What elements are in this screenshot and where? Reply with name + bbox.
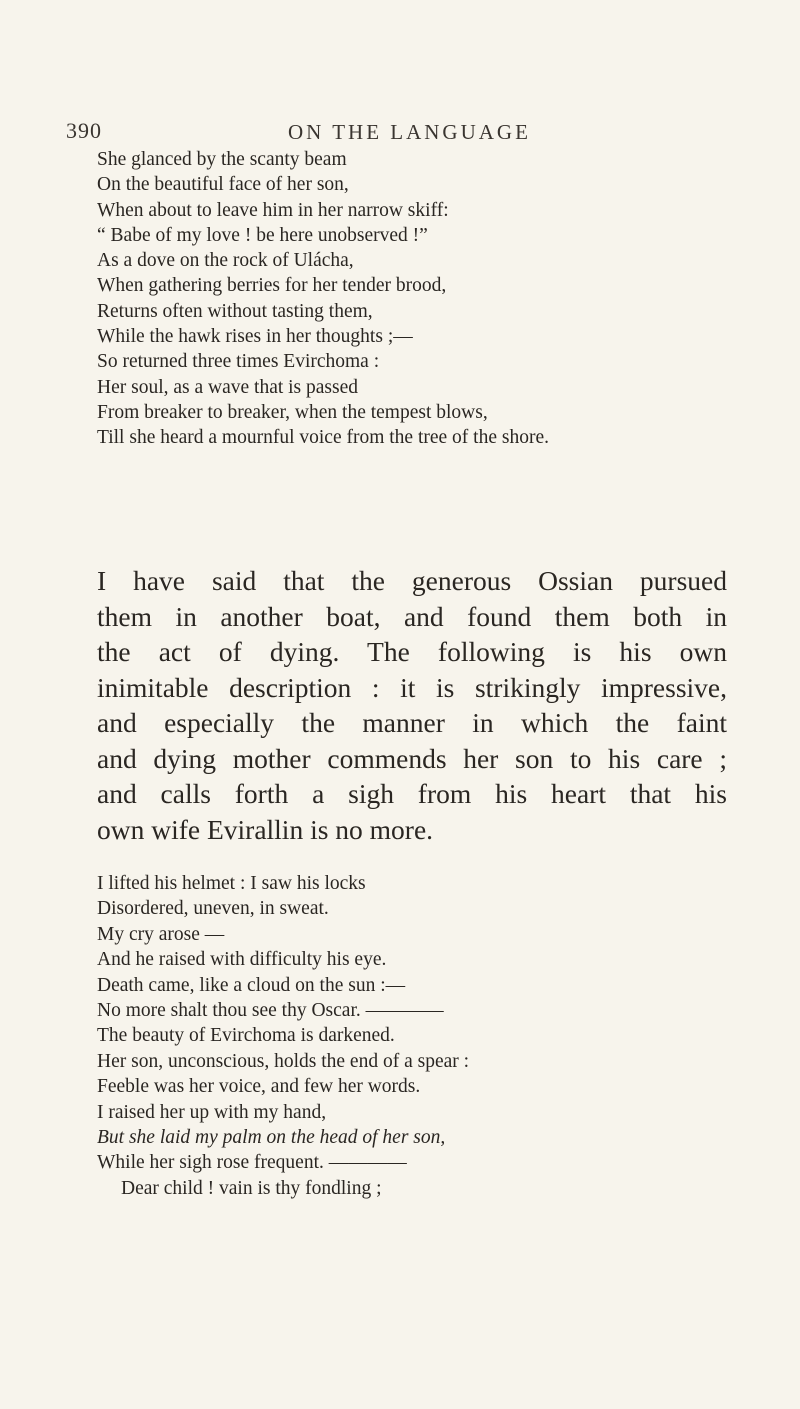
- prose-line: them in another boat, and found them both in: [97, 600, 727, 632]
- verse-line: Till she heard a mournful voice from the tree of the shore.: [97, 427, 549, 449]
- prose-line: I have said that the generous Ossian pursued: [97, 565, 727, 596]
- verse-line: So returned three times Evirchoma :: [97, 351, 380, 373]
- verse-line: Her son, unconscious, holds the end of a spear :: [97, 1050, 470, 1072]
- verse-line: While her sigh rose frequent. ————: [97, 1152, 407, 1174]
- verse-line: Dear child ! vain is thy fondling ;: [121, 1177, 382, 1199]
- verse-line: Feeble was her voice, and few her words.: [97, 1076, 421, 1098]
- prose-line: the act of dying. The following is his own: [97, 636, 727, 667]
- verse-line: From breaker to breaker, when the tempest blows,: [97, 401, 488, 423]
- verse-line: She glanced by the scanty beam: [97, 149, 347, 170]
- verse-line: As a dove on the rock of Ulácha,: [97, 250, 354, 272]
- prose-paragraph: [97, 563, 727, 847]
- verse-line: I raised her up with my hand,: [97, 1101, 327, 1123]
- prose-line: own wife Evirallin is no more.: [97, 813, 434, 845]
- verse-passage-2: [97, 871, 469, 1201]
- verse-line: And he raised with difficulty his eye.: [97, 949, 387, 971]
- verse-line: Disordered, uneven, in sweat.: [97, 898, 329, 920]
- verse-line: No more shalt thou see thy Oscar. ————: [97, 1000, 444, 1022]
- verse-line: While the hawk rises in her thoughts ;—: [97, 326, 413, 348]
- verse-line: On the beautiful face of her son,: [97, 174, 349, 196]
- verse-line-italic: But she laid my palm on the head of her son,: [97, 1127, 446, 1149]
- verse-line: Death came, like a cloud on the sun :—: [97, 974, 406, 996]
- verse-line: I lifted his helmet : I saw his locks: [97, 873, 366, 894]
- verse-line: “ Babe of my love ! be here unobserved !”: [97, 224, 428, 246]
- prose-line: inimitable description : it is strikingly impressive,: [97, 671, 727, 703]
- verse-line: The beauty of Evirchoma is darkened.: [97, 1025, 395, 1047]
- running-title: ON THE LANGUAGE: [288, 120, 531, 144]
- verse-line: My cry arose —: [97, 923, 225, 945]
- verse-line: When gathering berries for her tender brood,: [97, 275, 447, 297]
- prose-line: and especially the manner in which the faint: [97, 707, 727, 738]
- page-number: 390: [66, 118, 102, 143]
- prose-line: and dying mother commends her son to his care ;: [97, 742, 727, 774]
- prose-line: and calls forth a sigh from his heart that his: [97, 778, 727, 809]
- verse-line: Her soul, as a wave that is passed: [97, 376, 359, 398]
- verse-line: Returns often without tasting them,: [97, 300, 373, 322]
- verse-passage-1: [97, 147, 549, 451]
- verse-line: When about to leave him in her narrow skiff:: [97, 199, 449, 221]
